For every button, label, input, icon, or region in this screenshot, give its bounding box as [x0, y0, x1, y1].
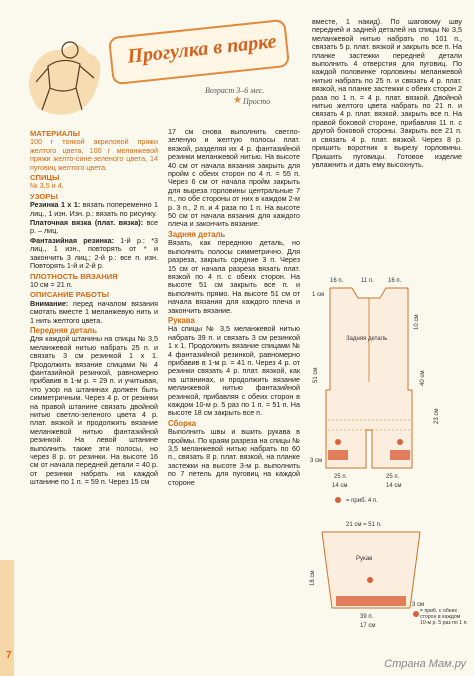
col1-paragraph-11: [30, 300, 158, 325]
col1-paragraph-13: Для каждой штанины на спицы № 3,5 меланжевой нитью набрать 25 п. и связать 3 см резинкой 1 х 1. Продолжить вязание спицами № 4 фантазийной резинкой, равномерно прибавив в 1-м р. = 29 п. и учитывая, что узор на штанинах должен быть симметричным. Через 4 р. от резинки на правой штанине связать двойной нитью светло-зеленого цвета 4 р. плат. вязкой и продолжить вязание меланжевой нитью фантазийной резинкой. На левой штанине выполнить также эти полосы, но через 8 р. от резинки. На высоте 16 см от начала передней детали = 40 р. от резинки набрать на каждой штанине по 1 п. = 59 п. Через 15 см: [30, 334, 158, 487]
dim-bottom-left-h: 3 см: [310, 458, 323, 464]
col2-paragraph-6: Выполнить швы и вшить рукава в проймы. По краям разреза на спицы № 3,5 меланжевой нитью набрать по 60 п., связать 8 р. плат. вязкой, на планке застежки на высоте 3-м р. выполнить по 7 петель для пуговиц на каждой стороне: [168, 427, 300, 487]
dim-top-right: 16 п.: [388, 278, 402, 284]
col1-heading-12: Передняя деталь: [30, 325, 98, 335]
col1-text-7: 1-й р.: *3 лиц., 1 изн., повторять от * и закончить 3 лиц.; 2-й р.: все п. изн. Повторять 1-й и 2-й р.: [30, 235, 158, 271]
col1-paragraph-5: [30, 201, 158, 218]
col1-text-11: перед началом вязания смотать вместе 1 меланжевую нить и 1 нить желтого цвета.: [30, 298, 158, 325]
col2-paragraph-0: 17 см снова выполнить светло-зеленую и желтую полосы плат. вязкой, разделяя их 4 р. фантазийной резинки меланжевой нитью. На высоте 40 см от начала вязания закрыть для пройм с обеих сторон по 4 п. = 55 п. Через 6 см от начала пройм закрыть для выреза горловины центральные 7 п., по обе стороны от них в каждом 2-м р. 3 п., 2 п. и 4 раза по 1 п. На высоте 50 см от начала вязания для каждого плеча и закончить вязание.: [168, 127, 300, 229]
watermark: Страна Мам.ру: [384, 658, 466, 670]
column-2: [168, 128, 300, 488]
sleeve-height: 18 см: [310, 570, 316, 586]
sleeve-schematic: [322, 532, 420, 608]
col1-heading-8: ПЛОТНОСТЬ ВЯЗАНИЯ: [30, 271, 118, 281]
col1-heading-0: МАТЕРИАЛЫ: [30, 129, 80, 138]
column-1: [30, 128, 158, 488]
dim-right-h2: 23 см: [434, 408, 440, 424]
sleeve-bottom-stitches: 39 п.: [360, 614, 374, 620]
star-icon: ★: [233, 95, 242, 106]
dim-leg-bottom-right: 25 п.: [386, 474, 400, 480]
child-sketch-illustration: [18, 28, 113, 120]
pattern-diagram: [308, 270, 468, 650]
page-number: 7: [6, 650, 12, 661]
back-piece-label: Задняя деталь: [346, 336, 388, 342]
col1-heading-2: СПИЦЫ: [30, 173, 60, 183]
difficulty-label: Просто: [243, 97, 271, 106]
col2-heading-3: Рукава: [168, 315, 195, 325]
col2-paragraph-2: Вязать, как переднюю деталь, но выполнить полосы симметрично. Для разреза, закрыть средние 3 п. Через 15 см от начала разреза вязать плат. вязкой по 4 п. с обеих сторон. На высоте 51 см закрыть все п. и выполнить прямо. На высоте 51 см от начала вязания для каждого плеча и закончить вязание.: [168, 238, 300, 315]
dim-top-mid: 11 п.: [361, 278, 374, 284]
col1-term-11: Внимание:: [30, 298, 69, 308]
col2-paragraph-4: На спицы № 3,5 меланжевой нитью набрать 39 п. и связать 3 см резинкой 1 х 1. Продолжить вязание спицами № 4 фантазийной резинкой, равномерно прибавив в 1-м р. = 41 п. Через 4 р. от резинки связать 4 р. плат. вязкой, как на штанинах, и продолжить вязание меланжевой нитью фантазийной резинкой, прибавляя с обеих сторон в каждом 10-м р. 5 раз по 1 п. = 51 п. На высоте 18 см закрыть все п.: [168, 324, 300, 418]
col1-paragraph-1: 100 г тонкой акриловой пряжи желтого цвета, 100 г меланжевой пряжи желто-сине-зеленого цвета, 14 пуговиц желтого цвета.: [30, 137, 158, 172]
col1-term-7: Фантазийная резинка:: [30, 235, 114, 245]
dim-left-top: 1 см: [312, 292, 325, 298]
col1-term-6: Платочная вязка (плат. вязка):: [30, 218, 144, 228]
col1-heading-4: УЗОРЫ: [30, 191, 58, 201]
dim-leg-bottom-left: 25 п.: [334, 474, 348, 480]
col1-paragraph-3: № 3,5 и 4.: [30, 181, 64, 191]
sleeve-label: Рукав: [356, 556, 373, 562]
col1-paragraph-9: 10 см = 21 п.: [30, 279, 73, 289]
dim-left-mid: 51 см: [313, 367, 319, 383]
increase-legend: = приб. 4 п.: [346, 498, 378, 504]
sleeve-increase-icon: [413, 611, 419, 617]
col1-heading-10: ОПИСАНИЕ РАБОТЫ: [30, 290, 110, 300]
age-label: Возраст 3–6 мес.: [205, 86, 265, 95]
col1-term-5: Резинка 1 х 1:: [30, 200, 81, 210]
column-3: [312, 18, 462, 170]
sleeve-top-width: 21 см = 51 п.: [346, 522, 382, 528]
dim-mid-h: 10 см: [414, 314, 420, 330]
page-title: Прогулка в парке: [126, 30, 278, 68]
sleeve-bottom-width: 17 см: [360, 623, 376, 629]
col1-text-6: все р. – лиц.: [30, 218, 159, 236]
col1-paragraph-7: [30, 237, 158, 271]
sleeve-increase-legend: = приб. с обеих сторон в каждом 10-м р. 5 раз по 1 п.: [420, 608, 468, 626]
title-banner: [110, 22, 290, 82]
col3-paragraph-0: вместе, 1 накид). По шаговому шву передней и задней деталей на спицы № 3,5 меланжевой нитью набрать по 101 п., связать 5 р. плат. вязкой и закрыть все п. На планке застежки передней детали выполнить 4 отверстия для пуговиц. По каждой половинке горловины меланжевой нитью набрать по 25 п. и связать 4 р. плат. вязкой, на планке застежки с обеих сторон 2 раза по 1 п. = 4 р. плат. вязкой. Двойной нитью желтого цвета набрать по 21 п. и связать 4 р. плат. вязкой. закрыть все п. На правой боковой стороне, прибавляя 11 п. с другой боковой стороны. Закрыть все 21 п. и связать 4 р. плат. вязкой. Через 8 р. пришить воротник к вырезу горловины. Пришить пуговицы. Готовое изделие увлажнить и дать ему высохнуть.: [312, 17, 462, 169]
dim-top-left: 16 п.: [330, 278, 344, 284]
col2-heading-1: Задняя деталь: [168, 229, 226, 239]
col2-heading-5: Сборка: [168, 418, 197, 428]
sleeve-cuff-height: 3 см: [412, 602, 425, 608]
col1-paragraph-6: [30, 219, 158, 236]
back-piece-schematic: [326, 288, 412, 468]
col1-text-5: вязать попеременно 1 лиц., 1 изн. Изн. р.: вязать по рисунку.: [30, 200, 159, 218]
dim-leg-width-right: 14 см: [386, 483, 402, 489]
dim-right-h: 40 см: [420, 370, 426, 386]
dim-leg-width-left: 14 см: [332, 483, 348, 489]
increase-icon: [335, 497, 341, 503]
